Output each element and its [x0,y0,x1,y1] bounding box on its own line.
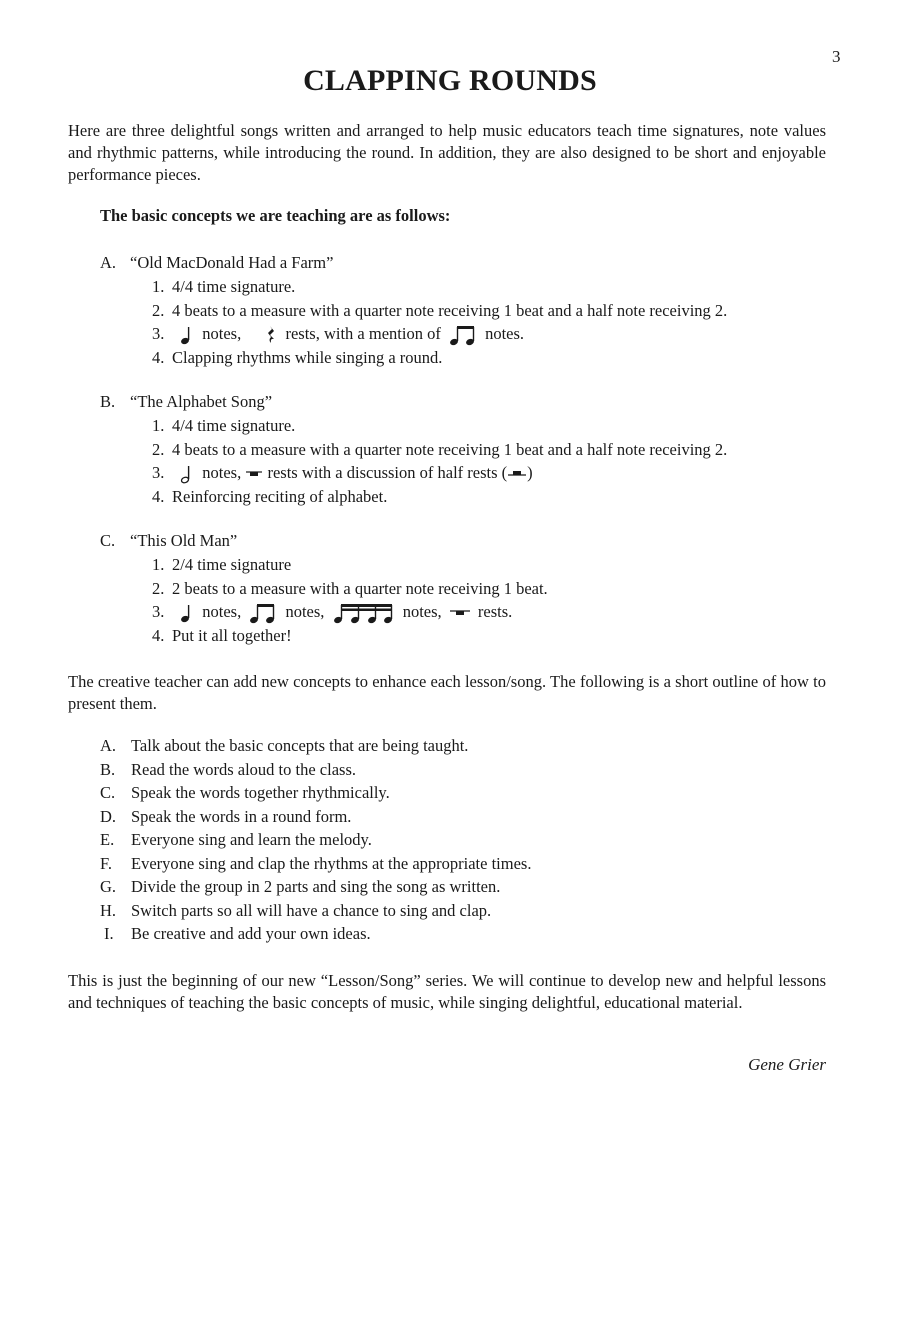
author-signature: Gene Grier [748,1055,826,1074]
song-a-item-4-text: Clapping rhythms while singing a round. [172,347,443,367]
song-b-item-3: 3. notes, rests with a discussion of half rests ( ) [100,461,727,485]
step-letter: B. [100,759,116,779]
song-c-item-1: 1. 2/4 time signature [152,555,292,574]
page-title: CLAPPING ROUNDS [303,64,597,97]
song-b-title-row [100,390,727,414]
step-text: Everyone sing and learn the melody. [131,830,372,849]
concepts-heading: The basic concepts we are teaching are as follows: [100,206,451,225]
list-item [100,734,531,758]
song-c-item-3-eighths: notes, [285,602,325,621]
step-letter: C. [100,783,116,802]
song-a-section [100,251,727,369]
song-a-item-3-notes: notes, [202,324,242,343]
step-letter: D. [100,806,117,826]
song-b-item-1: 1. 4/4 time signature. [152,416,296,435]
song-a-item-3-eighths: notes. [485,324,525,343]
whole-rest-icon [450,607,470,619]
song-a-item-3-rests: rests, with a mention of [285,324,441,343]
song-b-item-4: 4. Reinforcing reciting of alphabet. [152,486,388,506]
song-c-item-2-text: 2 beats to a measure with a quarter note receiving 1 beat. [172,578,548,598]
song-c-title-row [100,529,548,553]
step-text: Speak the words in a round form. [131,806,352,826]
list-item [100,852,531,876]
song-b-item-1-text: 4/4 time signature. [172,416,296,435]
song-b-title: “The Alphabet Song” [130,392,273,411]
whole-rest-icon [246,468,262,480]
song-a-item-1: 1. 4/4 time signature. [152,277,296,296]
list-item [100,828,531,852]
step-text: Read the words aloud to the class. [131,759,356,779]
list-item [100,805,531,829]
half-rest-icon [508,468,526,480]
song-c-title: “This Old Man” [130,531,238,550]
list-item [100,899,531,923]
step-letter: H. [100,900,117,920]
song-c-item-3-rests: rests. [477,602,513,621]
song-b-letter: B. [100,392,116,411]
song-b-section [100,390,727,508]
step-letter: A. [100,736,117,755]
quarter-rest-icon [267,325,277,345]
intro-paragraph: Here are three delightful songs written and arranged to help music educators teach time signatures, note values and rhythmic patterns, while introducing the round. In addition, they are also designed to be short and enjoyable performance pieces. [68,121,826,184]
quarter-note-icon [180,603,194,623]
half-note-icon [180,464,194,484]
presentation-steps-list [100,734,531,946]
song-a-item-2-text: 4 beats to a measure with a quarter note receiving 1 beat and a half note receiving 2. [172,300,728,320]
step-letter: F. [100,853,112,873]
song-a-title: “Old MacDonald Had a Farm” [130,253,334,272]
song-a-item-2: 2. 4 beats to a measure with a quarter note receiving 1 beat and a half note receiving 2. [152,300,728,320]
step-letter: G. [100,877,117,896]
step-text: Everyone sing and clap the rhythms at the appropriate times. [131,853,532,873]
song-b-item-3-close: ) [527,463,533,482]
list-item [100,781,531,805]
list-item [100,875,531,899]
step-text: Divide the group in 2 parts and sing the song as written. [131,877,501,896]
outline-intro-paragraph: The creative teacher can add new concepts to enhance each lesson/song. The following is a short outline of how to present them. [68,672,826,713]
song-a-letter: A. [100,253,117,272]
song-a-title-row [100,251,727,275]
closing-paragraph: This is just the beginning of our new “Lesson/Song” series. We will continue to develop new and helpful lessons and techniques of teaching the basic concepts of music, while singing delightful, educational material. [68,971,826,1012]
song-a-item-1-text: 4/4 time signature. [172,277,296,296]
list-item [100,758,531,782]
song-c-section [100,529,548,647]
song-c-item-1-text: 2/4 time signature [172,555,292,574]
list-item [100,922,531,946]
beamed-sixteenth-notes-icon [333,602,395,624]
song-c-item-4-text: Put it all together! [172,625,292,645]
song-c-item-3-sixteenths: notes, [402,602,442,621]
song-a-item-4: 4. Clapping rhythms while singing a round. [152,347,443,367]
step-text: Talk about the basic concepts that are being taught. [131,736,469,755]
beamed-eighth-notes-icon [249,602,277,624]
song-a-item-3: 3. notes, rests, with a mention of notes. [100,322,727,346]
step-letter: E. [100,830,115,849]
beamed-eighth-notes-icon [449,324,477,346]
page-number: 3 [832,47,841,66]
step-letter: I. [104,924,114,943]
song-c-item-2: 2. 2 beats to a measure with a quarter note receiving 1 beat. [152,578,548,598]
step-text: Speak the words together rhythmically. [131,783,390,802]
song-c-item-3-quarters: notes, [202,602,242,621]
step-text: Switch parts so all will have a chance to sing and clap. [131,900,492,920]
song-b-item-2: 2. 4 beats to a measure with a quarter note receiving 1 beat and a half note receiving 2. [152,439,728,459]
song-b-item-2-text: 4 beats to a measure with a quarter note receiving 1 beat and a half note receiving 2. [172,439,728,459]
song-c-letter: C. [100,531,116,550]
song-b-item-3-rests: rests with a discussion of half rests ( [267,463,508,482]
quarter-note-icon [180,325,194,345]
song-c-item-4: 4. Put it all together! [152,625,292,645]
song-b-item-4-text: Reinforcing reciting of alphabet. [172,486,388,506]
song-b-item-3-notes: notes, [202,463,242,482]
song-c-item-3: 3. notes, notes, notes, rests. [100,600,548,624]
step-text: Be creative and add your own ideas. [131,924,371,943]
